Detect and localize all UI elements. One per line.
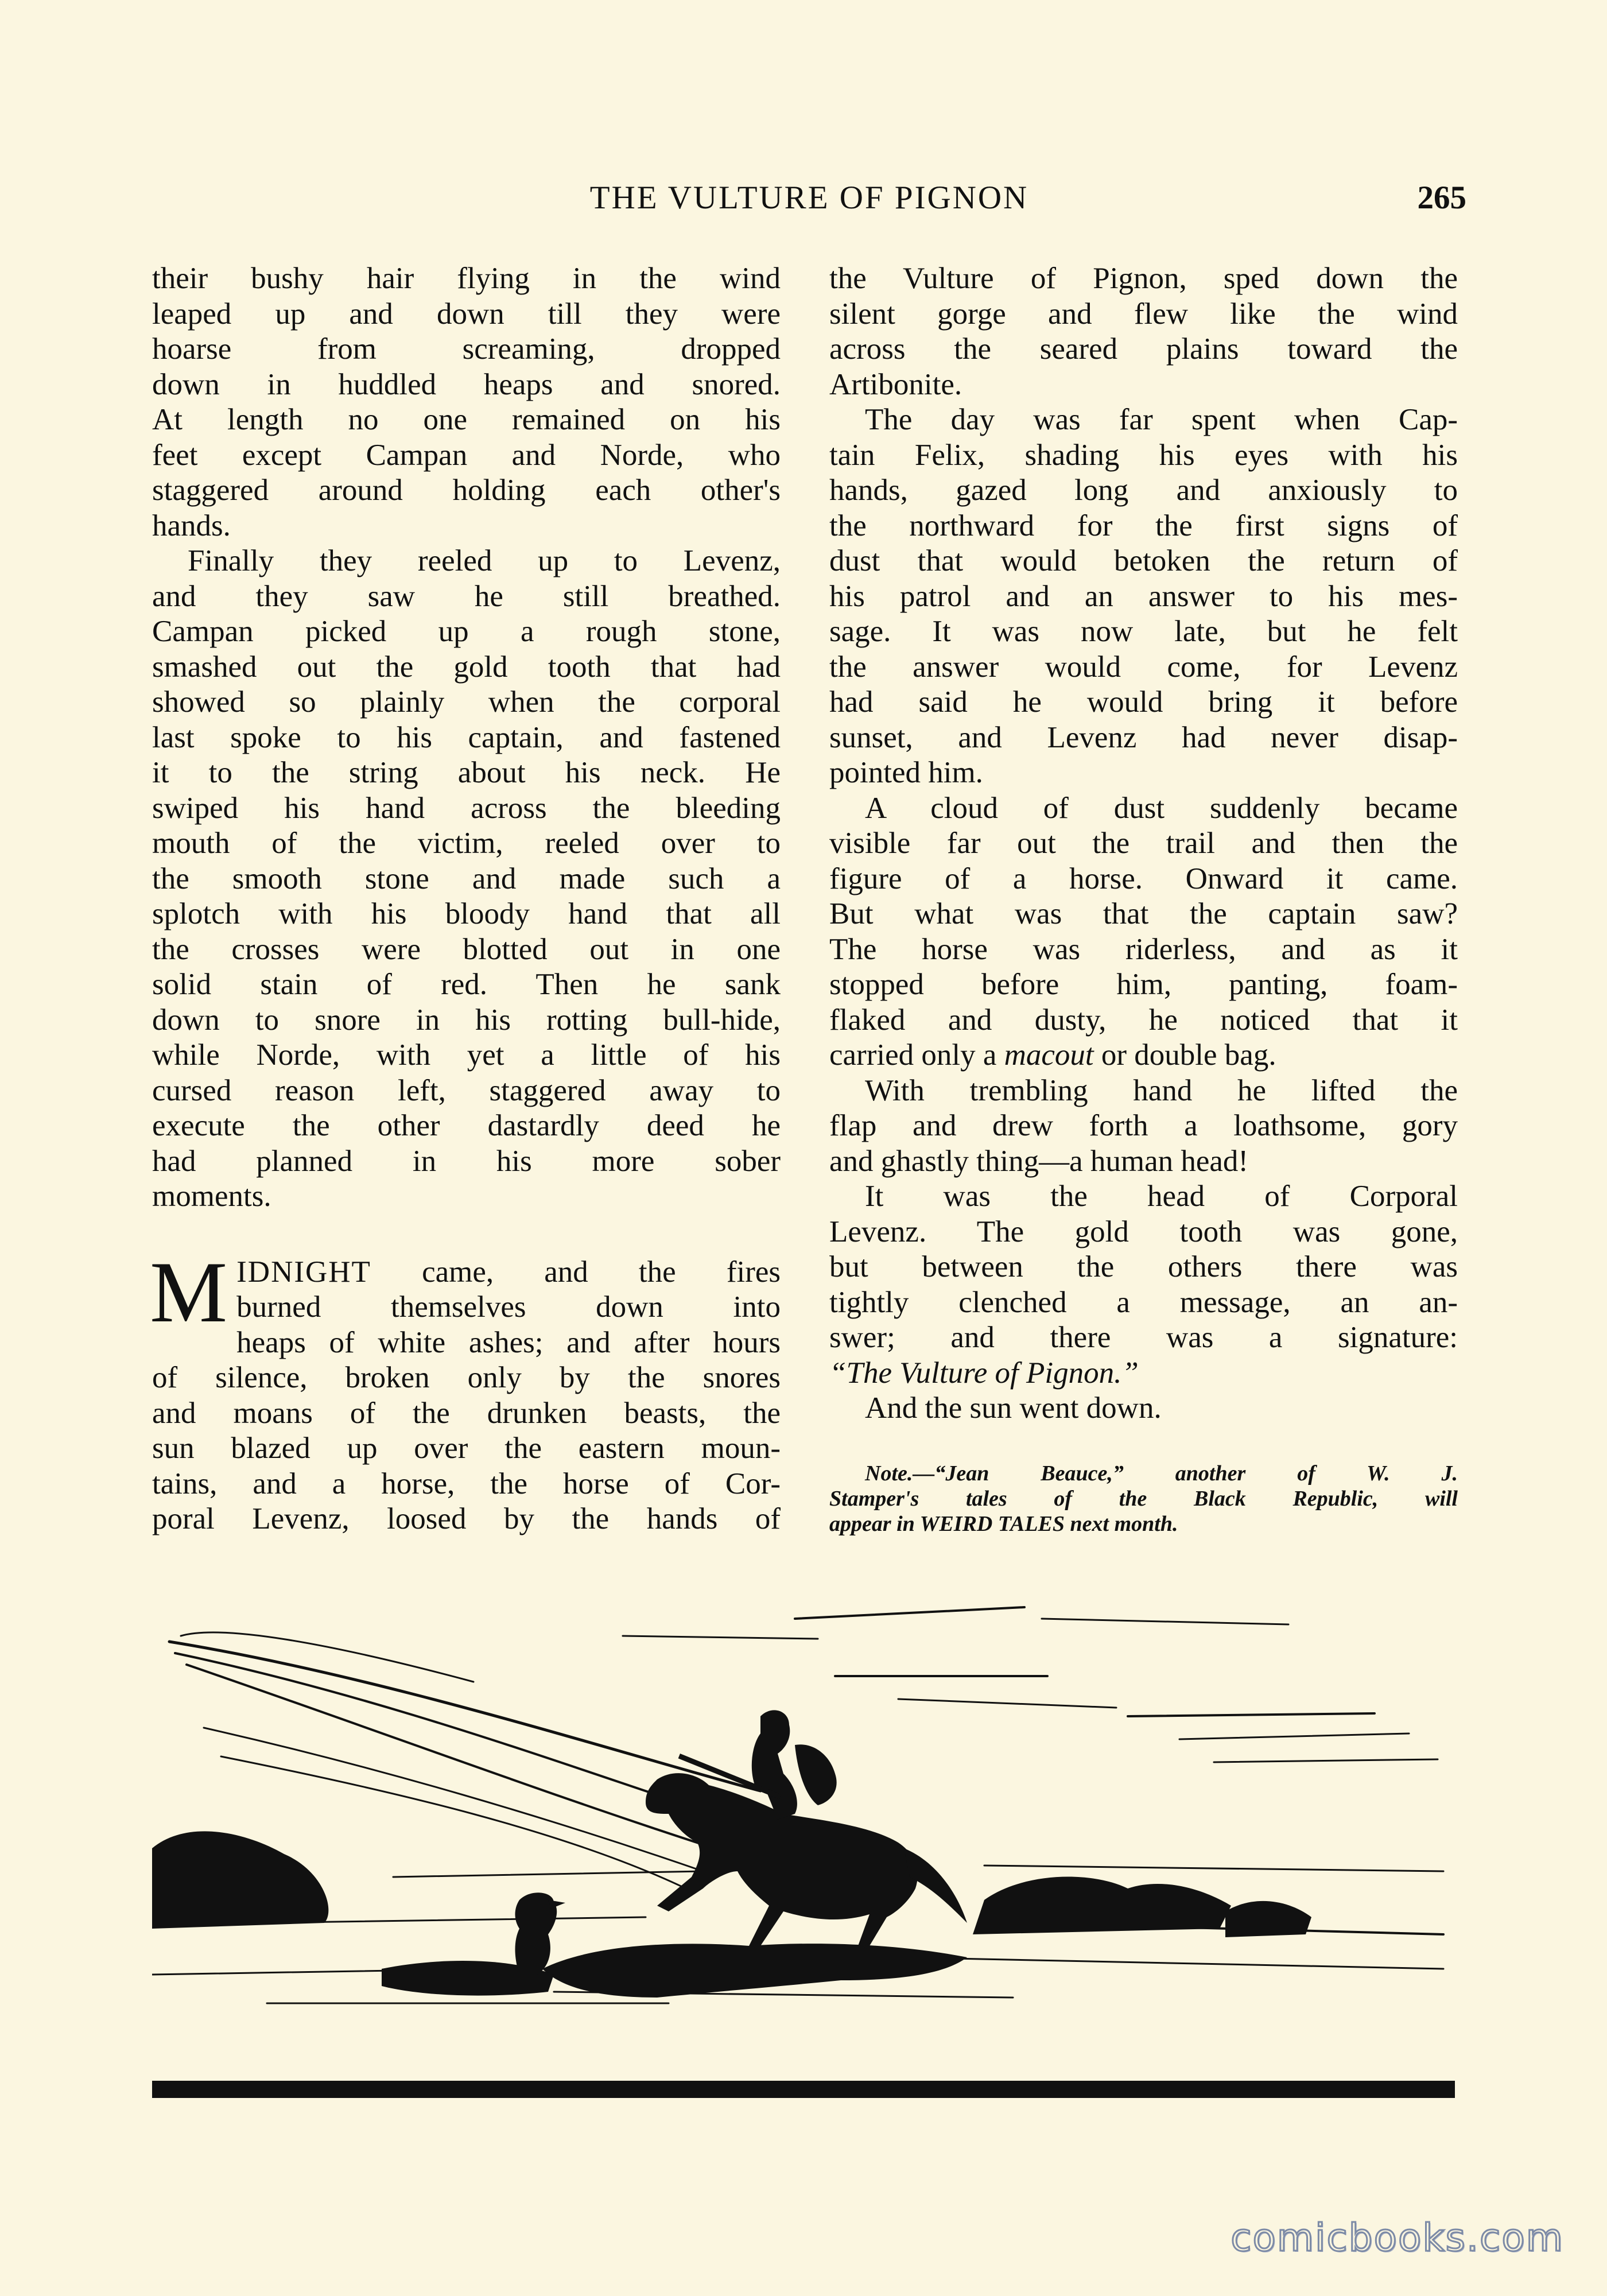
paragraph [829, 1391, 1458, 1426]
text-line [829, 1038, 1458, 1073]
text-line: but between the others there was [829, 1250, 1458, 1283]
paragraph [152, 544, 781, 1215]
paragraph [829, 1073, 1458, 1180]
text-line: sun blazed up over the eastern moun- [152, 1432, 781, 1465]
text-line: splotch with his bloody hand that all [152, 897, 781, 930]
drop-cap: M [150, 1243, 228, 1340]
text-line: tain Felix, shading his eyes with his [829, 438, 1458, 472]
paragraph [152, 261, 781, 544]
text-line: last spoke to his captain, and fastened [152, 720, 781, 754]
text-line: execute the other dastardly deed he [152, 1109, 781, 1142]
text-line: and ghastly thing—a human head! [829, 1144, 1249, 1178]
smallcaps-word: IDNIGHT [236, 1255, 371, 1289]
text-line: the answer would come, for Levenz [829, 650, 1458, 684]
editor-note [829, 1461, 1458, 1537]
text-line [152, 1255, 781, 1290]
text-line: It was the head of Corporal [865, 1180, 1458, 1213]
text-line: the smooth stone and made such a [152, 862, 781, 895]
text-line: tightly clenched a message, an an- [829, 1285, 1458, 1319]
text-line: Campan picked up a rough stone, [152, 615, 781, 648]
paragraph [829, 402, 1458, 791]
italic-word: macout [1004, 1038, 1094, 1072]
text-line: leaped up and down till they were [152, 297, 781, 331]
text-line: The horse was riderless, and as it [829, 932, 1458, 966]
text-line: But what was that the captain saw? [829, 897, 1458, 930]
text-line: it to the string about his neck. He [152, 756, 781, 789]
text-line: burned themselves down into [236, 1290, 781, 1324]
text-line: Levenz. The gold tooth was gone, [829, 1215, 1458, 1248]
text-line: sage. It was now late, but he felt [829, 615, 1458, 648]
running-title: THE VULTURE OF PIGNON [589, 180, 1029, 216]
text-line: flap and drew forth a loathsome, gory [829, 1109, 1458, 1142]
text-line: hands, gazed long and anxiously to [829, 474, 1458, 507]
note-line: Stamper's tales of the Black Republic, will [829, 1486, 1458, 1511]
text-line: Finally they reeled up to Levenz, [188, 544, 781, 577]
text-fragment: came, and the fires [371, 1255, 781, 1289]
text-line: of silence, broken only by the snores [152, 1361, 781, 1394]
text-line: across the seared plains toward the [829, 332, 1458, 366]
paragraph [829, 261, 1458, 402]
text-line: heaps of white ashes; and after hours [236, 1325, 781, 1359]
text-line: flaked and dusty, he noticed that it [829, 1003, 1458, 1037]
text-line: figure of a horse. Onward it came. [829, 862, 1458, 895]
text-line: their bushy hair flying in the wind [152, 262, 781, 295]
text-line: Artibonite. [829, 367, 962, 401]
text-line: visible far out the trail and then the [829, 827, 1458, 860]
text-line: pointed him. [829, 756, 983, 789]
text-line: had said he would bring it before [829, 685, 1458, 719]
text-line: dust that would betoken the return of [829, 544, 1458, 577]
text-fragment: carried only a [829, 1038, 1004, 1072]
text-line: solid stain of red. Then he sank [152, 968, 781, 1001]
watermark: comicbooks.com [1231, 2216, 1564, 2260]
text-fragment: or double bag. [1093, 1038, 1276, 1072]
text-line: down to snore in his rotting bull-hide, [152, 1003, 781, 1037]
text-line: sunset, and Levenz had never disap- [829, 720, 1458, 754]
text-line: With trembling hand he lifted the [865, 1073, 1458, 1107]
section-break-paragraph [150, 1243, 781, 1537]
text-line: tains, and a horse, the horse of Cor- [152, 1467, 781, 1500]
note-line: Note.—“Jean Beauce,” another of W. J. [865, 1461, 1458, 1486]
horse-rider-silhouette-illustration [152, 1601, 1455, 2101]
text-line: showed so plainly when the corporal [152, 685, 781, 719]
paragraph [829, 1179, 1458, 1391]
text-line: feet except Campan and Norde, who [152, 438, 781, 472]
text-line: cursed reason left, staggered away to [152, 1073, 781, 1107]
text-line: down in huddled heaps and snored. [152, 367, 781, 401]
paragraph [829, 791, 1458, 1073]
text-line: silent gorge and flew like the wind [829, 297, 1458, 331]
left-column [152, 261, 781, 1537]
text-line: staggered around holding each other's [152, 474, 781, 507]
text-line: while Norde, with yet a little of his [152, 1038, 781, 1072]
text-line: At length no one remained on his [152, 403, 781, 436]
text-line: hoarse from screaming, dropped [152, 332, 781, 366]
text-line: And the sun went down. [865, 1391, 1162, 1425]
text-line: smashed out the gold tooth that had [152, 650, 781, 684]
text-line: hands. [152, 509, 231, 542]
text-line: A cloud of dust suddenly became [865, 791, 1458, 825]
text-line: the northward for the first signs of [829, 509, 1458, 542]
text-line: the Vulture of Pignon, sped down the [829, 262, 1458, 295]
text-line: and moans of the drunken beasts, the [152, 1396, 781, 1430]
text-line: the crosses were blotted out in one [152, 932, 781, 966]
text-line: his patrol and an answer to his mes- [829, 579, 1458, 613]
text-line: The day was far spent when Cap- [865, 403, 1458, 436]
text-line: moments. [152, 1180, 271, 1213]
text-line: mouth of the victim, reeled over to [152, 827, 781, 860]
text-line: stopped before him, panting, foam- [829, 968, 1458, 1001]
right-column [829, 261, 1458, 1537]
signature-line: “The Vulture of Pignon.” [829, 1356, 1139, 1390]
text-line: and they saw he still breathed. [152, 579, 781, 613]
page-header [152, 172, 1466, 224]
text-line: swer; and there was a signature: [829, 1321, 1458, 1354]
text-line: had planned in his more sober [152, 1144, 781, 1178]
text-line: swiped his hand across the bleeding [152, 791, 781, 825]
page-number: 265 [1417, 180, 1466, 216]
text-line: poral Levenz, loosed by the hands of [152, 1502, 781, 1535]
note-line: appear in WEIRD TALES next month. [829, 1511, 1178, 1536]
